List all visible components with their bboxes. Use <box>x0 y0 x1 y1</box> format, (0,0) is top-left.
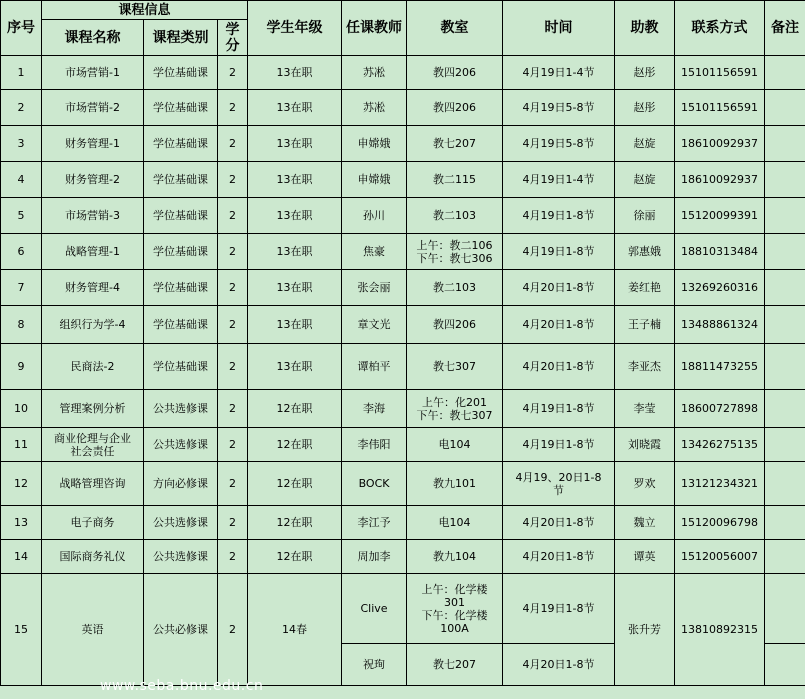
header-contact: 联系方式 <box>675 1 765 56</box>
cell-teacher: 谭柏平 <box>342 344 407 390</box>
header-course-type: 课程类别 <box>144 20 218 56</box>
cell-course-type: 学位基础课 <box>144 306 218 344</box>
header-credit: 学分 <box>218 20 248 56</box>
cell-seq: 9 <box>1 344 42 390</box>
header-course-info: 课程信息 <box>42 1 248 20</box>
table-row <box>1 428 805 462</box>
cell-room: 教二103 <box>407 270 503 306</box>
cell-seq: 14 <box>1 540 42 574</box>
cell-room: 教四206 <box>407 306 503 344</box>
cell-credit: 2 <box>218 234 248 270</box>
cell-grade: 12在职 <box>248 390 342 428</box>
cell-time: 4月19日1-4节 <box>503 162 615 198</box>
cell-room-line: 上午：教二106 <box>416 238 493 252</box>
cell-course-type: 公共选修课 <box>144 428 218 462</box>
cell-teacher: 申嫦娥 <box>342 162 407 198</box>
cell-teacher: 李海 <box>342 390 407 428</box>
cell-teacher: 李伟阳 <box>342 428 407 462</box>
cell-seq: 3 <box>1 126 42 162</box>
cell-teacher: 李江予 <box>342 506 407 540</box>
cell-room: 教七207 <box>407 126 503 162</box>
cell-credit: 2 <box>218 198 248 234</box>
cell-grade: 13在职 <box>248 90 342 126</box>
cell-grade: 13在职 <box>248 198 342 234</box>
header-note: 备注 <box>765 1 805 56</box>
cell-note <box>765 506 805 540</box>
cell-assistant: 谭英 <box>615 540 675 574</box>
cell-credit: 2 <box>218 56 248 90</box>
cell-contact: 13121234321 <box>675 462 765 506</box>
table-row <box>1 198 805 234</box>
cell-grade: 13在职 <box>248 344 342 390</box>
cell-course-name: 战略管理-1 <box>42 234 144 270</box>
cell-course-type: 公共选修课 <box>144 506 218 540</box>
cell-course-name: 市场营销-3 <box>42 198 144 234</box>
cell-room-line: 下午：化学楼 <box>421 608 488 622</box>
cell-assistant: 李莹 <box>615 390 675 428</box>
cell-credit: 2 <box>218 574 248 686</box>
table-row <box>1 234 805 270</box>
cell-note <box>765 270 805 306</box>
cell-time: 4月20日1-8节 <box>503 344 615 390</box>
cell-time: 4月20日1-8节 <box>503 270 615 306</box>
header-teacher: 任课教师 <box>342 1 407 56</box>
header-course-name: 课程名称 <box>42 20 144 56</box>
cell-course-type: 学位基础课 <box>144 126 218 162</box>
cell-credit: 2 <box>218 270 248 306</box>
header-assistant: 助教 <box>615 1 675 56</box>
cell-time: 4月19日1-8节 <box>503 390 615 428</box>
cell-time: 4月20日1-8节 <box>503 306 615 344</box>
cell-assistant: 赵旋 <box>615 126 675 162</box>
cell-room: 教九104 <box>407 540 503 574</box>
cell-assistant: 王子楠 <box>615 306 675 344</box>
cell-seq: 8 <box>1 306 42 344</box>
cell-assistant: 魏立 <box>615 506 675 540</box>
cell-note <box>765 306 805 344</box>
cell-time: 4月19日1-4节 <box>503 56 615 90</box>
cell-credit: 2 <box>218 428 248 462</box>
table-row <box>1 344 805 390</box>
cell-course-type: 方向必修课 <box>144 462 218 506</box>
cell-seq: 15 <box>1 574 42 686</box>
cell-course-type: 学位基础课 <box>144 344 218 390</box>
cell-room: 电104 <box>407 506 503 540</box>
cell-contact: 15120096798 <box>675 506 765 540</box>
cell-assistant: 徐丽 <box>615 198 675 234</box>
cell-teacher: 章文光 <box>342 306 407 344</box>
cell-teacher: 祝珣 <box>342 644 407 686</box>
cell-note <box>765 162 805 198</box>
cell-grade: 13在职 <box>248 234 342 270</box>
cell-contact: 13810892315 <box>675 574 765 686</box>
cell-credit: 2 <box>218 126 248 162</box>
cell-seq: 13 <box>1 506 42 540</box>
cell-teacher: 焦豪 <box>342 234 407 270</box>
cell-course-type: 学位基础课 <box>144 198 218 234</box>
cell-time: 4月19日5-8节 <box>503 126 615 162</box>
cell-course-name: 民商法-2 <box>42 344 144 390</box>
cell-grade: 12在职 <box>248 428 342 462</box>
cell-assistant: 赵旋 <box>615 162 675 198</box>
cell-course-name: 市场营销-1 <box>42 56 144 90</box>
cell-note <box>765 540 805 574</box>
cell-grade: 12在职 <box>248 540 342 574</box>
cell-assistant: 罗欢 <box>615 462 675 506</box>
cell-contact: 15101156591 <box>675 90 765 126</box>
header-grade: 学生年级 <box>248 1 342 56</box>
cell-seq: 2 <box>1 90 42 126</box>
cell-course-name: 组织行为学-4 <box>42 306 144 344</box>
cell-credit: 2 <box>218 90 248 126</box>
cell-teacher: BOCK <box>342 462 407 506</box>
cell-seq: 12 <box>1 462 42 506</box>
cell-teacher: 申嫦娥 <box>342 126 407 162</box>
header-time: 时间 <box>503 1 615 56</box>
watermark: www.seba.bnu.edu.cn <box>100 678 264 694</box>
cell-note <box>765 344 805 390</box>
cell-course-name: 国际商务礼仪 <box>42 540 144 574</box>
cell-course-name: 财务管理-2 <box>42 162 144 198</box>
cell-room: 教七307 <box>407 344 503 390</box>
cell-contact: 18610092937 <box>675 126 765 162</box>
cell-room <box>407 574 503 644</box>
cell-seq: 11 <box>1 428 42 462</box>
cell-course-type: 学位基础课 <box>144 56 218 90</box>
cell-credit: 2 <box>218 462 248 506</box>
cell-contact: 15120056007 <box>675 540 765 574</box>
table-row <box>1 90 805 126</box>
cell-teacher: 张会丽 <box>342 270 407 306</box>
cell-room-line: 上午：化学楼 <box>421 582 488 596</box>
cell-course-type: 学位基础课 <box>144 90 218 126</box>
cell-time: 4月19日1-8节 <box>503 574 615 644</box>
cell-assistant: 姜红艳 <box>615 270 675 306</box>
cell-credit: 2 <box>218 306 248 344</box>
cell-room-line: 上午：化201 <box>422 395 488 409</box>
cell-grade: 13在职 <box>248 162 342 198</box>
cell-teacher: 苏凇 <box>342 56 407 90</box>
cell-contact: 13488861324 <box>675 306 765 344</box>
cell-course-type: 公共选修课 <box>144 540 218 574</box>
cell-assistant: 郭惠娥 <box>615 234 675 270</box>
cell-room: 教七207 <box>407 644 503 686</box>
cell-seq: 10 <box>1 390 42 428</box>
cell-course-name: 电子商务 <box>42 506 144 540</box>
cell-credit: 2 <box>218 344 248 390</box>
cell-course-type: 学位基础课 <box>144 234 218 270</box>
cell-contact: 18610092937 <box>675 162 765 198</box>
cell-seq: 7 <box>1 270 42 306</box>
cell-course-name-line: 社会责任 <box>70 444 115 458</box>
cell-room-line: 301 <box>444 595 466 609</box>
cell-course-name-line: 商业伦理与企业 <box>54 431 131 445</box>
cell-contact: 18810313484 <box>675 234 765 270</box>
cell-note <box>765 462 805 506</box>
header-row-1 <box>1 1 805 20</box>
cell-assistant: 赵彤 <box>615 90 675 126</box>
cell-note <box>765 574 805 644</box>
cell-grade: 14春 <box>248 574 342 686</box>
cell-time-line: 4月19、20日1-8 <box>515 470 602 484</box>
cell-time: 4月19日1-8节 <box>503 198 615 234</box>
cell-seq: 4 <box>1 162 42 198</box>
cell-grade: 13在职 <box>248 270 342 306</box>
cell-room-line: 下午：教七307 <box>416 408 493 422</box>
cell-assistant: 李亚杰 <box>615 344 675 390</box>
cell-course-name: 管理案例分析 <box>42 390 144 428</box>
cell-course-name <box>42 428 144 462</box>
cell-time: 4月19日1-8节 <box>503 428 615 462</box>
cell-note <box>765 390 805 428</box>
cell-teacher: 孙川 <box>342 198 407 234</box>
cell-note <box>765 198 805 234</box>
cell-contact: 15120099391 <box>675 198 765 234</box>
cell-time: 4月19日5-8节 <box>503 90 615 126</box>
cell-course-type: 学位基础课 <box>144 270 218 306</box>
cell-teacher: 苏凇 <box>342 90 407 126</box>
cell-time: 4月20日1-8节 <box>503 644 615 686</box>
cell-course-name: 财务管理-1 <box>42 126 144 162</box>
cell-note <box>765 234 805 270</box>
cell-course-name: 英语 <box>42 574 144 686</box>
cell-note <box>765 428 805 462</box>
header-room: 教室 <box>407 1 503 56</box>
cell-room <box>407 390 503 428</box>
cell-time: 4月19日1-8节 <box>503 234 615 270</box>
cell-contact: 15101156591 <box>675 56 765 90</box>
table-row <box>1 390 805 428</box>
cell-teacher: Clive <box>342 574 407 644</box>
cell-course-type: 公共选修课 <box>144 390 218 428</box>
cell-credit: 2 <box>218 162 248 198</box>
cell-course-name: 战略管理咨询 <box>42 462 144 506</box>
cell-note <box>765 90 805 126</box>
cell-grade: 13在职 <box>248 56 342 90</box>
cell-note <box>765 126 805 162</box>
cell-course-name: 财务管理-4 <box>42 270 144 306</box>
table-row <box>1 540 805 574</box>
cell-credit: 2 <box>218 540 248 574</box>
cell-time <box>503 462 615 506</box>
cell-room-line: 下午：教七306 <box>416 251 493 265</box>
table-row <box>1 574 805 644</box>
cell-contact: 13426275135 <box>675 428 765 462</box>
cell-assistant: 赵彤 <box>615 56 675 90</box>
cell-seq: 1 <box>1 56 42 90</box>
cell-room: 教九101 <box>407 462 503 506</box>
cell-note <box>765 56 805 90</box>
cell-course-name: 市场营销-2 <box>42 90 144 126</box>
cell-assistant: 刘晓霞 <box>615 428 675 462</box>
cell-teacher: 周加李 <box>342 540 407 574</box>
header-seq: 序号 <box>1 1 42 56</box>
cell-room <box>407 234 503 270</box>
cell-credit: 2 <box>218 506 248 540</box>
cell-credit: 2 <box>218 390 248 428</box>
cell-time: 4月20日1-8节 <box>503 506 615 540</box>
cell-course-type: 学位基础课 <box>144 162 218 198</box>
cell-grade: 13在职 <box>248 126 342 162</box>
cell-contact: 18811473255 <box>675 344 765 390</box>
cell-course-type: 公共必修课 <box>144 574 218 686</box>
cell-grade: 13在职 <box>248 306 342 344</box>
table-row <box>1 270 805 306</box>
cell-contact: 13269260316 <box>675 270 765 306</box>
cell-room: 教四206 <box>407 56 503 90</box>
table-row <box>1 306 805 344</box>
cell-room-line: 100A <box>440 621 469 635</box>
cell-time: 4月20日1-8节 <box>503 540 615 574</box>
cell-room: 教四206 <box>407 90 503 126</box>
cell-room: 教二115 <box>407 162 503 198</box>
cell-time-line: 节 <box>553 483 565 497</box>
table-row <box>1 56 805 90</box>
cell-room: 电104 <box>407 428 503 462</box>
table-row <box>1 462 805 506</box>
cell-grade: 12在职 <box>248 506 342 540</box>
cell-note <box>765 644 805 686</box>
cell-grade: 12在职 <box>248 462 342 506</box>
cell-assistant: 张升芳 <box>615 574 675 686</box>
cell-seq: 6 <box>1 234 42 270</box>
cell-room: 教二103 <box>407 198 503 234</box>
table-row <box>1 162 805 198</box>
table-row <box>1 126 805 162</box>
cell-contact: 18600727898 <box>675 390 765 428</box>
table-row <box>1 506 805 540</box>
cell-seq: 5 <box>1 198 42 234</box>
